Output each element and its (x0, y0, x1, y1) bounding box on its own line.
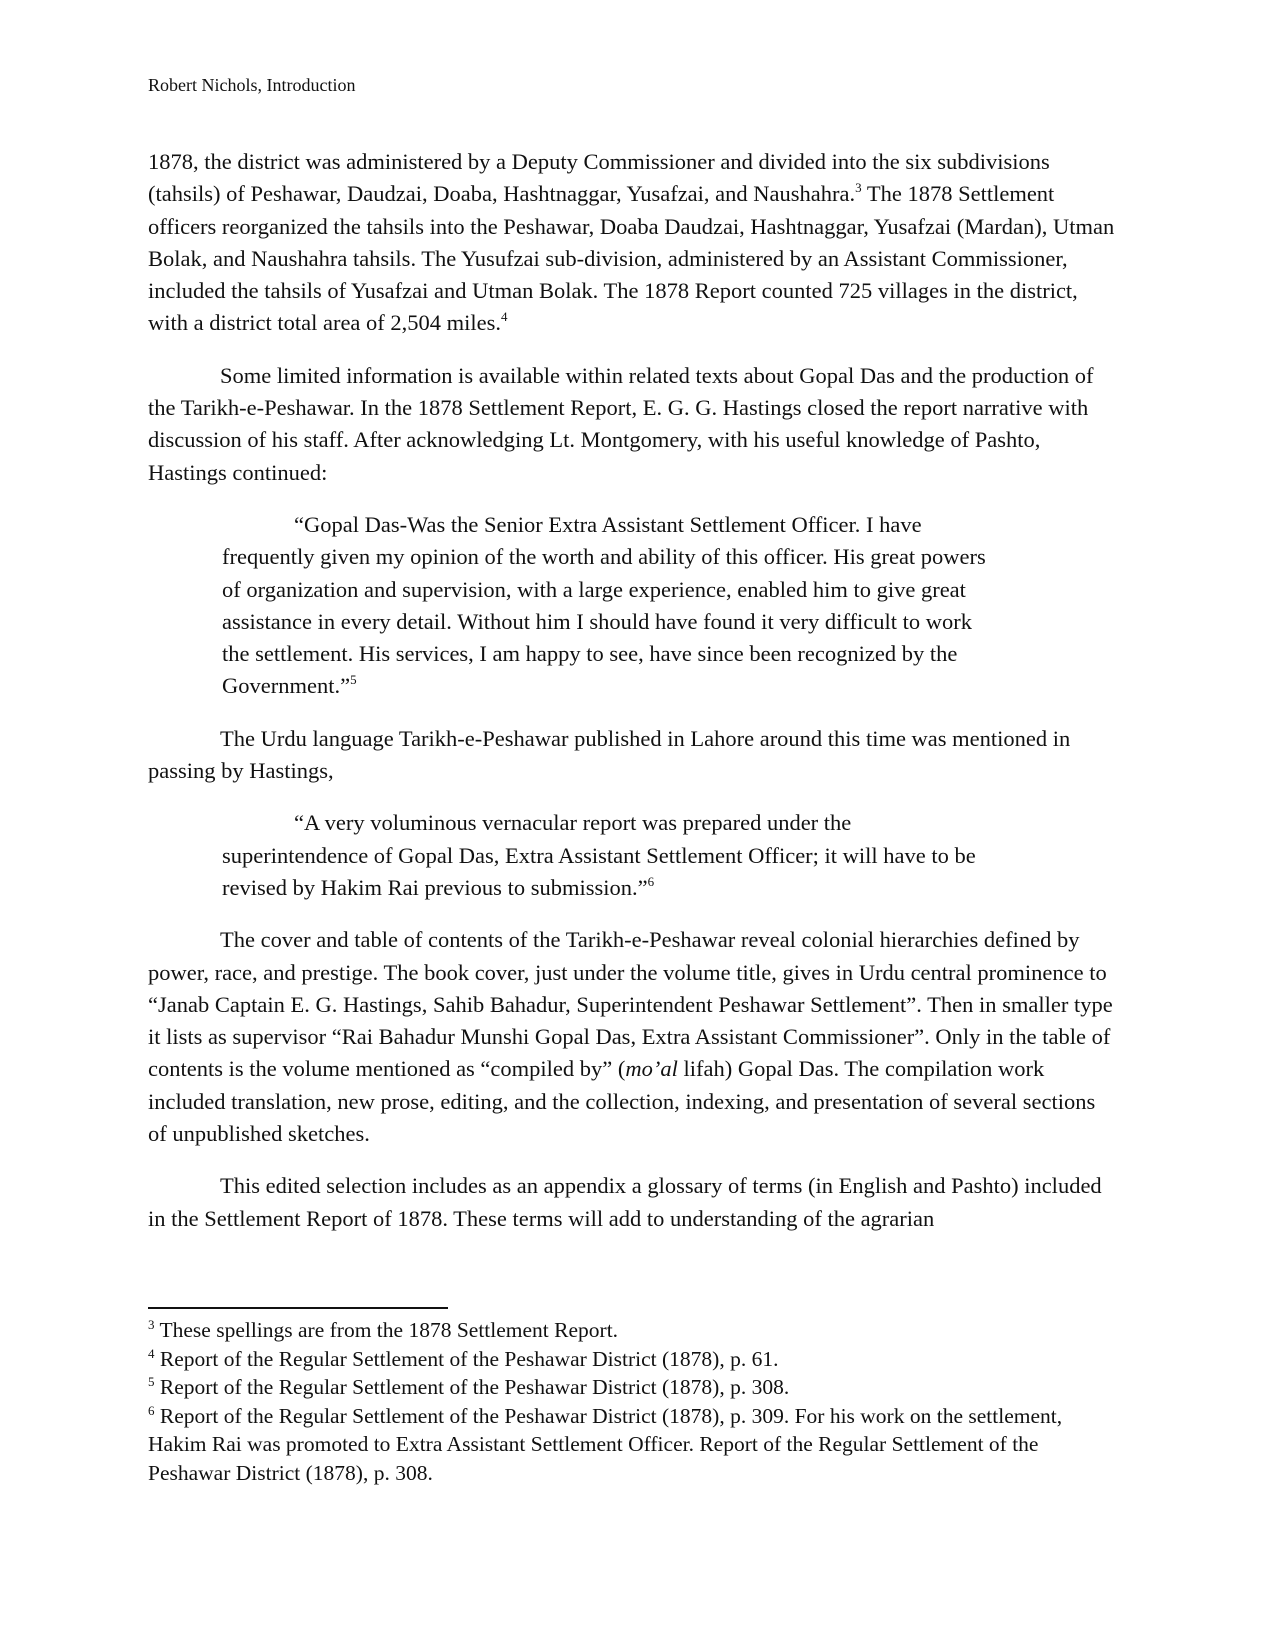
footnote-ref-4[interactable]: 4 (501, 309, 508, 325)
footnote-text: These spellings are from the 1878 Settlement Report. (154, 1318, 619, 1342)
paragraph-4-text-cont: lifah) Gopal Das. The compilation work included translation, new prose, editing, and the collection, indexing, and presentation of several sections of unpublished sketches. (148, 1056, 1096, 1147)
paragraph-4 (148, 924, 1118, 1150)
body-text (148, 146, 1118, 1255)
paragraph-1 (148, 146, 1118, 340)
footnotes (148, 1316, 1118, 1487)
block-quote-2-text: “A very voluminous vernacular report was prepared under the superintendence of Gopal Das, Extra Assistant Settlement Officer; it will have to be revised by Hakim Rai previous to submission.” (222, 810, 976, 900)
footnote-ref-3[interactable]: 3 (855, 180, 862, 196)
footnote-text: Report of the Regular Settlement of the Peshawar District (1878), p. 309. For his work on the settlement, Hakim Rai was promoted to Extra Assistant Settlement Officer. Report of the Regular Settlement of the Peshawar District (1878), p. 308. (148, 1403, 1063, 1485)
footnote-text: Report of the Regular Settlement of the Peshawar District (1878), p. 61. (154, 1346, 779, 1371)
paragraph-4-text: The cover and table of contents of the Tarikh-e-Peshawar reveal colonial hierarchies defined by power, race, and prestige. The book cover, just under the volume title, gives in Urdu central prominence to “Janab Captain E. G. Hastings, Sahib Bahadur, Superintendent Peshawar Settlement”. Then in smaller type it lists as supervisor “Rai Bahadur Munshi Gopal Das, Extra Assistant Commissioner”. Only in the table of contents is the volume mentioned as “compiled by” ( (148, 927, 1113, 1082)
paragraph-5-text: This edited selection includes as an appendix a glossary of terms (in English and Pashto) included in the Settlement Report of 1878. These terms will add to understanding of the agrarian (148, 1173, 1102, 1231)
footnote-ref-6[interactable]: 6 (647, 873, 655, 889)
footnote-separator (148, 1307, 448, 1309)
paragraph-5 (148, 1170, 1118, 1235)
footnote-3 (148, 1316, 1118, 1345)
footnote-number: 3 (148, 1317, 155, 1332)
footnote-number: 4 (148, 1345, 155, 1361)
paragraph-1-text: 1878, the district was administered by a Deputy Commissioner and divided into the six subdivisions (tahsils) of Peshawar, Daudzai, Doaba, Hashtnaggar, Yusafzai, and Naushahra. (148, 149, 1050, 207)
footnote-number: 6 (148, 1402, 155, 1418)
paragraph-3 (148, 723, 1118, 788)
footnote-4 (148, 1345, 1118, 1374)
paragraph-4-italic-term: mo’al (625, 1056, 678, 1082)
footnote-ref-5[interactable]: 5 (350, 672, 357, 688)
footnote-number: 5 (148, 1374, 155, 1389)
footnote-text: Report of the Regular Settlement of the Peshawar District (1878), p. 308. (154, 1375, 790, 1399)
block-quote-2 (148, 807, 1118, 904)
block-quote-1 (148, 509, 1118, 703)
paragraph-1-text-cont: The 1878 Settlement officers reorganized the tahsils into the Peshawar, Doaba Daudzai, Hashtnaggar, Yusafzai (Mardan), Utman Bolak, and Naushahra tahsils. The Yusufzai sub-division, administered by an Assistant Commissioner, included the tahsils of Yusafzai and Utman Bolak. The 1878 Report counted 725 villages in the district, with a district total area of 2,504 miles. (148, 181, 1115, 336)
paragraph-3-text: The Urdu language Tarikh-e-Peshawar published in Lahore around this time was mentioned in passing by Hastings, (148, 725, 1071, 784)
paragraph-2-text: Some limited information is available within related texts about Gopal Das and the production of the Tarikh-e-Peshawar. In the 1878 Settlement Report, E. G. G. Hastings closed the report narrative with discussion of his staff. After acknowledging Lt. Montgomery, with his useful knowledge of Pashto, Hastings continued: (148, 362, 1094, 485)
footnote-6 (148, 1402, 1118, 1488)
paragraph-2 (148, 360, 1118, 489)
footnote-5 (148, 1373, 1118, 1402)
running-header: Robert Nichols, Introduction (148, 75, 356, 95)
block-quote-1-text: “Gopal Das-Was the Senior Extra Assistant Settlement Officer. I have frequently given my opinion of the worth and ability of this officer. His great powers of organization and supervision, with a large experience, enabled him to give great assistance in every detail. Without him I should have found it very difficult to work the settlement. His services, I am happy to see, have since been recognized by the Government.” (222, 511, 986, 699)
